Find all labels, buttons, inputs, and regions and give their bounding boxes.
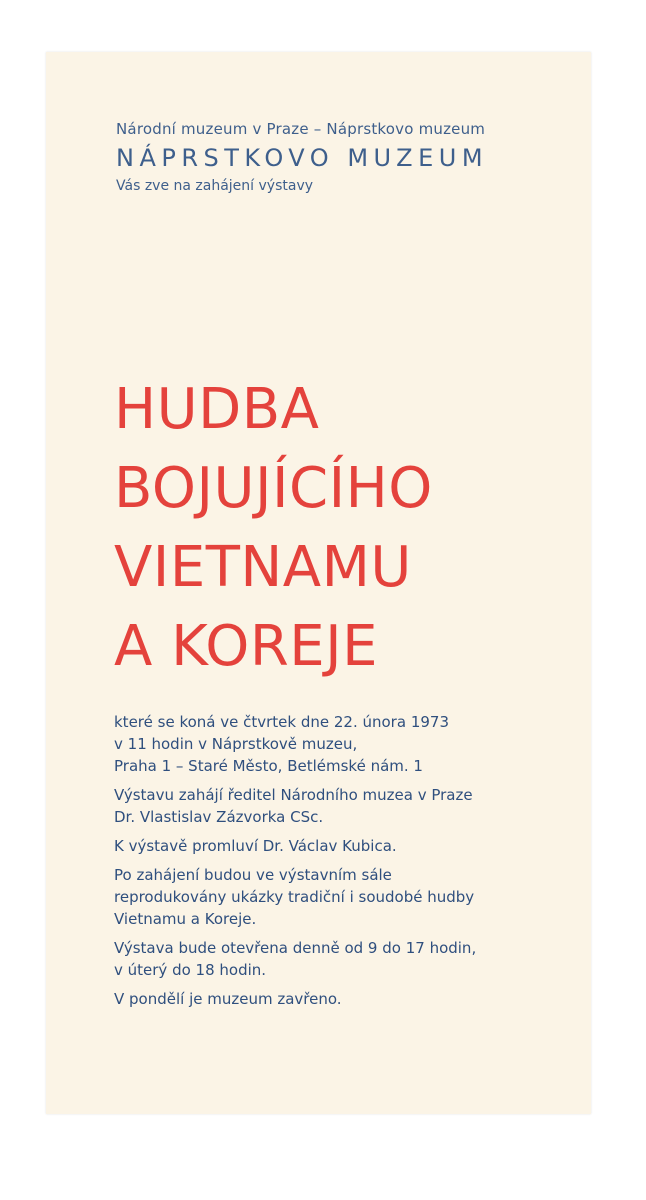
text-line: Vietnamu a Koreje. bbox=[114, 910, 257, 928]
text-line: v úterý do 18 hodin. bbox=[114, 961, 267, 979]
invitation-line: Vás zve na zahájení výstavy bbox=[116, 178, 314, 194]
paragraph-music bbox=[114, 864, 584, 930]
text-line: Výstavu zahájí ředitel Národního muzea v Praze bbox=[114, 786, 473, 804]
title-line: HUDBA bbox=[114, 377, 320, 442]
invitation-card bbox=[46, 52, 591, 1114]
text-line: Praha 1 – Staré Město, Betlémské nám. 1 bbox=[114, 757, 423, 775]
paragraph-hours bbox=[114, 937, 584, 981]
text-line: reprodukovány ukázky tradiční i soudobé hudby bbox=[114, 888, 475, 906]
exhibition-title bbox=[114, 370, 433, 686]
title-line: VIETNAMU bbox=[114, 535, 412, 600]
text-line: V pondělí je muzeum zavřeno. bbox=[114, 990, 342, 1008]
paragraph-event-time bbox=[114, 711, 584, 777]
text-line: které se koná ve čtvrtek dne 22. února 1973 bbox=[114, 713, 449, 731]
museum-name: NÁPRSTKOVO MUZEUM bbox=[116, 144, 489, 172]
title-line: BOJUJÍCÍHO bbox=[114, 456, 433, 521]
text-line: Dr. Vlastislav Zázvorka CSc. bbox=[114, 808, 324, 826]
text-line: Výstava bude otevřena denně od 9 do 17 hodin, bbox=[114, 939, 477, 957]
paragraph-closed bbox=[114, 988, 584, 1010]
institution-line: Národní muzeum v Praze – Náprstkovo muzeum bbox=[116, 120, 486, 138]
event-details bbox=[114, 711, 584, 1017]
paragraph-speaker bbox=[114, 835, 584, 857]
text-line: K výstavě promluví Dr. Václav Kubica. bbox=[114, 837, 397, 855]
text-line: Po zahájení budou ve výstavním sále bbox=[114, 866, 392, 884]
paragraph-opening bbox=[114, 784, 584, 828]
title-line: A KOREJE bbox=[114, 614, 379, 679]
header-block bbox=[116, 120, 488, 194]
text-line: v 11 hodin v Náprstkově muzeu, bbox=[114, 735, 358, 753]
